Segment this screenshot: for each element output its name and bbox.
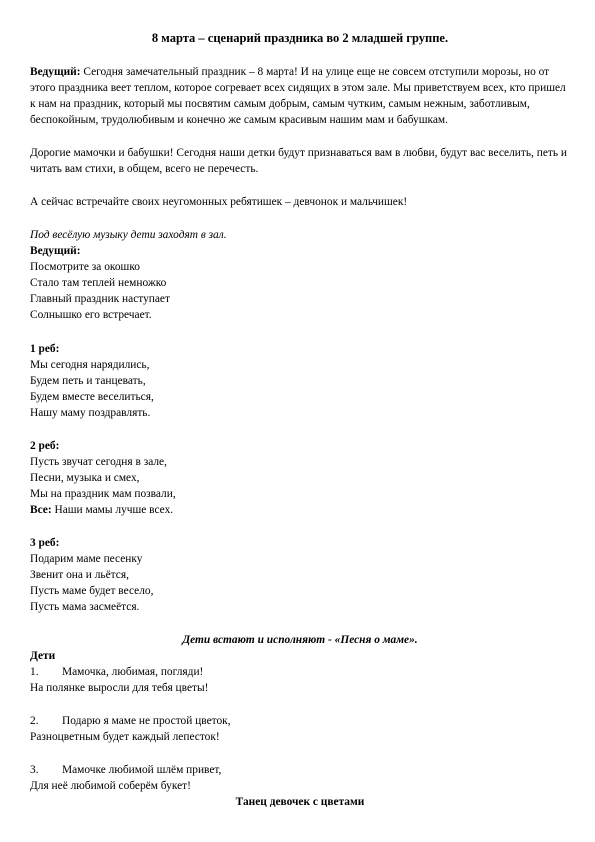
speaker-label: 3 реб: bbox=[30, 537, 60, 549]
verse-number: 1. bbox=[30, 666, 39, 678]
poem-line: Пусть маме будет весело, bbox=[30, 585, 154, 597]
poem-line: Звенит она и льётся, bbox=[30, 569, 129, 581]
poem-line: Будем вместе веселиться, bbox=[30, 391, 154, 403]
host-poem-block bbox=[30, 227, 570, 323]
speaker-label: Все: bbox=[30, 504, 52, 516]
verse-1-line-2: На полянке выросли для тебя цветы! bbox=[30, 682, 209, 694]
poem-line: Мы сегодня нарядились, bbox=[30, 359, 150, 371]
verse-text: Мамочке любимой шлём привет, bbox=[62, 764, 222, 776]
dance-heading: Танец девочек с цветами bbox=[235, 796, 365, 808]
verse-3-line-1 bbox=[30, 762, 570, 778]
verse-2-line-2: Разноцветным будет каждый лепесток! bbox=[30, 731, 220, 743]
poem-line: Пусть звучат сегодня в зале, bbox=[30, 456, 167, 468]
poem-line: Будем петь и танцевать, bbox=[30, 375, 146, 387]
child-3-block bbox=[30, 535, 570, 615]
verse-2-block bbox=[30, 713, 570, 745]
song-block bbox=[30, 632, 570, 696]
poem-line: Пусть мама засмеётся. bbox=[30, 601, 140, 613]
poem-line: Нашу маму поздравлять. bbox=[30, 407, 151, 419]
poem-line: Мы на праздник мам позвали, bbox=[30, 488, 176, 500]
verse-text: Подарю я маме не простой цветок, bbox=[62, 715, 231, 727]
verse-1-line-1 bbox=[30, 664, 570, 680]
document-content bbox=[30, 30, 570, 810]
intro-text: Сегодня замечательный праздник – 8 марта! И на улице еще не совсем отступили морозы, но от этого праздника веет теплом, которое согревает всех сидящих в этом зале. Мы приветствуем всех, кто пришел к нам на праздник, который мы посвятим самым добрым, самым чутким, самым нежным, заботливым, беспокойным, трудолюбивым и конечно же самым красивым нашим мам и бабушкам. bbox=[30, 66, 566, 126]
document-title: 8 марта – сценарий праздника во 2 младшей группе. bbox=[151, 31, 449, 45]
child-2-block bbox=[30, 438, 570, 518]
verse-3-line-2: Для неё любимой соберём букет! bbox=[30, 780, 191, 792]
speaker-label: 2 реб: bbox=[30, 440, 60, 452]
children-label: Дети bbox=[30, 650, 56, 662]
verse-3-block bbox=[30, 762, 570, 810]
poem-line: Солнышко его встречает. bbox=[30, 309, 152, 321]
poem-line: Песни, музыка и смех, bbox=[30, 472, 140, 484]
speaker-label: 1 реб: bbox=[30, 343, 60, 355]
song-stage-direction: Дети встают и исполняют - «Песня о маме». bbox=[182, 634, 418, 646]
verse-number: 3. bbox=[30, 764, 39, 776]
speaker-label: Ведущий: bbox=[30, 66, 81, 78]
poem-line: Главный праздник наступает bbox=[30, 293, 170, 305]
all-text: Наши мамы лучше всех. bbox=[51, 504, 174, 516]
speaker-label: Ведущий: bbox=[30, 245, 81, 257]
poem-line: Посмотрите за окошко bbox=[30, 261, 140, 273]
verse-number: 2. bbox=[30, 715, 39, 727]
child-1-block bbox=[30, 341, 570, 421]
paragraph-2: Дорогие мамочки и бабушки! Сегодня наши детки будут признаваться вам в любви, будут вас веселить, петь и читать вам стихи, в общем, всего не перечесть. bbox=[30, 147, 567, 175]
intro-paragraph bbox=[30, 64, 570, 128]
verse-2-line-1 bbox=[30, 713, 570, 729]
verse-text: Мамочка, любимая, погляди! bbox=[62, 666, 204, 678]
stage-direction: Под весёлую музыку дети заходят в зал. bbox=[30, 229, 227, 241]
poem-line: Подарим маме песенку bbox=[30, 553, 143, 565]
paragraph-3: А сейчас встречайте своих неугомонных ребятишек – девчонок и мальчишек! bbox=[30, 196, 408, 208]
all-line bbox=[30, 502, 570, 518]
poem-line: Стало там теплей немножко bbox=[30, 277, 167, 289]
